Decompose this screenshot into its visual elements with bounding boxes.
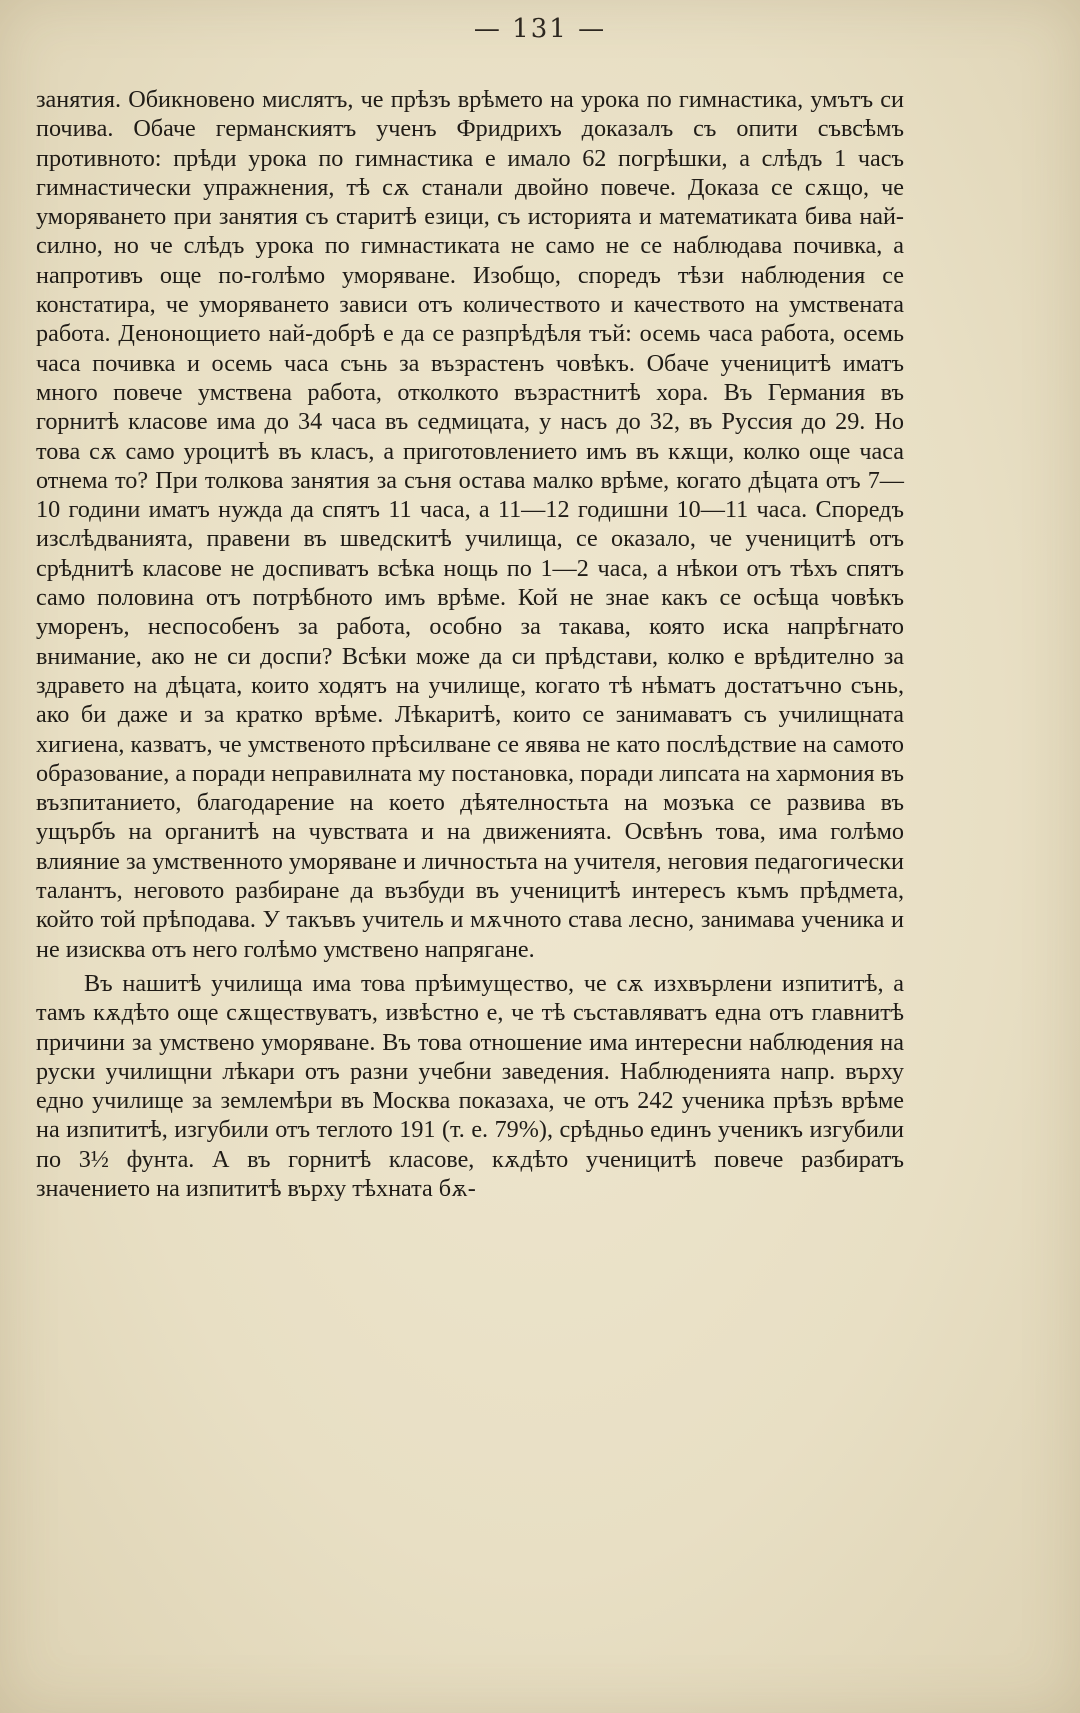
paragraph-exams: Въ нашитѣ училища има това прѣимущество, че сѫ изхвърлени изпититѣ, а тамъ кѫдѣто още сѫществуватъ, извѣстно е, че тѣ съставляватъ една отъ главнитѣ причини за умствено уморяване. Въ това отношение има интересни наблюдения на руски училищни лѣкари отъ разни учебни заведения. Наблюденията напр. върху едно училище за землемѣри въ Москва показаха, че отъ 242 ученика прѣзъ врѣме на изпититѣ, изгубили отъ теглото 191 (т. е. 79%), срѣдньо единъ ученикъ изгубили по 3½ фунта. А въ горнитѣ класове, кѫдѣто ученицитѣ повече разбиратъ значението на изпититѣ върху тѣхната бѫ- — [36, 969, 904, 1202]
page-number: — 131 — — [473, 14, 607, 44]
body-text — [36, 85, 904, 1203]
paragraph-continuation: занятия. Обикновено мислятъ, че прѣзъ врѣмето на урока по гимнастика, умътъ си почива. Обаче германскиятъ ученъ Фридрихъ доказалъ съ опити съвсѣмъ противното: прѣди урока по гимнастика е имало 62 погрѣшки, а слѣдъ 1 часъ гимнастически упражнения, тѣ сѫ станали двойно повече. Доказа се сѫщо, че уморяването при занятия съ старитѣ езици, съ историята и математиката бива най-силно, но че слѣдъ урока по гимнастиката не само не се наблюдава почивка, а напротивъ още по-голѣмо уморяване. Изобщо, споредъ тѣзи наблюдения се констатира, че уморяването зависи отъ количеството и качеството на умствената работа. Денонощието най-добрѣ е да се разпрѣдѣля тъй: осемь часа работа, осемь часа почивка и осемь часа сънь за възрастенъ човѣкъ. Обаче ученицитѣ иматъ много повече умствена работа, отколкото възрастнитѣ хора. Въ Германия въ горнитѣ класове има до 34 часа въ седмицата, у насъ до 32, въ Русcия до 29. Но това сѫ само уроцитѣ въ класъ, а приготовлението имъ въ кѫщи, колко още часа отнема то? При толкова занятия за съня остава малко врѣме, когато дѣцата отъ 7—10 години иматъ нужда да спятъ 11 часа, а 11—12 годишни 10—11 часа. Споредъ изслѣдванията, правени въ шведскитѣ училища, се оказало, че ученицитѣ отъ срѣднитѣ класове не доспиватъ всѣка нощь по 1—2 часа, а нѣкои отъ тѣхъ спятъ само половина отъ потрѣбното имъ врѣме. Кой не знае какъ се осѣща човѣкъ уморенъ, неспособенъ за работа, особно за такава, която иска напрѣгнато внимание, ако не си доспи? Всѣки може да си прѣдстави, колко е врѣдително за здравето на дѣцата, които ходятъ на училище, когато тѣ нѣматъ достатъчно сънь, ако би даже и за кратко врѣме. Лѣкаритѣ, които се занимаватъ съ училищната хигиена, казватъ, че умственото прѣсилване се явява не като послѣдствие на самото образование, а поради неправилната му постановка, поради липсата на хармония въ възпитанието, благодарение на което дѣятелностьта на мозъка се развива въ ущърбъ на органитѣ на чувствата и на движенията. Освѣнъ това, има голѣмо влияние за умственното уморяване и личностьта на учителя, неговия педагогически талантъ, неговото разбиране да възбуди въ ученицитѣ интересъ къмъ прѣдмета, който той прѣподава. У такъвъ учитель и мѫчното става лесно, занимава ученика и не изисква отъ него голѣмо умствено напрягане. — [36, 86, 904, 963]
